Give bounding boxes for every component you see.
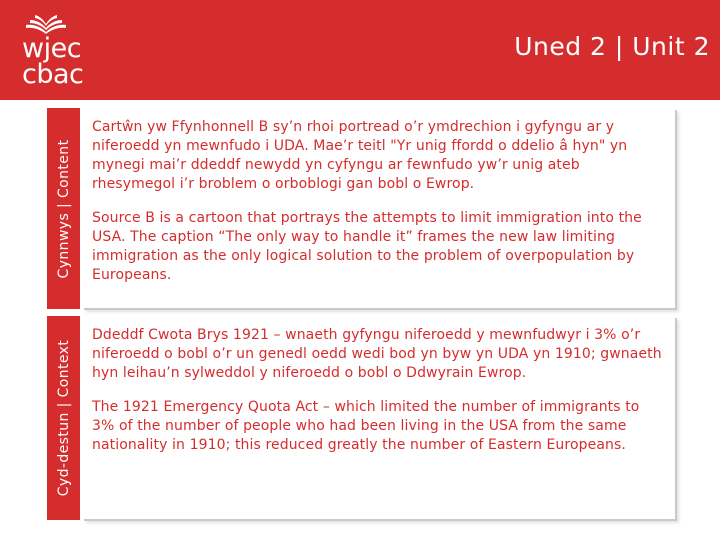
- logo-text-welsh: wjec: [22, 33, 82, 64]
- content-side-band: [47, 108, 80, 309]
- context-section-label: Cyd-destun | Context: [55, 339, 72, 497]
- book-icon: [24, 14, 68, 34]
- content-panel: [84, 110, 677, 310]
- unit-title: Uned 2 | Unit 2: [514, 32, 710, 61]
- context-welsh-text: Ddeddf Cwota Brys 1921 – wnaeth gyfyngu niferoedd y mewnfudwyr i 3% o’r niferoedd o bobl o’r un genedl oedd wedi bod yn byw yn UDA yn 1910; gwnaeth hyn leihau’n sylweddol y niferoedd o bobl o Ddwyrain Ewrop.: [92, 327, 662, 381]
- header-bar: [0, 0, 720, 100]
- content-english-text: Source B is a cartoon that portrays the attempts to limit immigration into the USA. The caption “The only way to handle it” frames the new law limiting immigration as the only logical solution to the problem of overpopulation by Europeans.: [92, 210, 642, 283]
- context-side-band: [47, 316, 80, 520]
- context-panel: [84, 318, 677, 521]
- content-welsh-text: Cartŵn yw Ffynhonnell B sy’n rhoi portread o’r ymdrechion i gyfyngu ar y niferoedd yn mewnfudo i UDA. Mae’r teitl "Yr unig ffordd o ddelio â hyn" yn mynegi mai’r ddeddf newydd yn cyfyngu ar fewnfudo yw’r unig ateb rhesymegol i’r broblem o orboblogi gan bobl o Ewrop.: [92, 119, 628, 192]
- wjec-cbac-logo: [18, 14, 94, 88]
- content-section-label: Cynnwys | Content: [55, 139, 72, 278]
- context-english-text: The 1921 Emergency Quota Act – which limited the number of immigrants to 3% of the number of people who had been living in the USA from the same nationality in 1910; this reduced greatly the number of Eastern Europeans.: [92, 399, 640, 453]
- logo-text-english: cbac: [22, 59, 84, 90]
